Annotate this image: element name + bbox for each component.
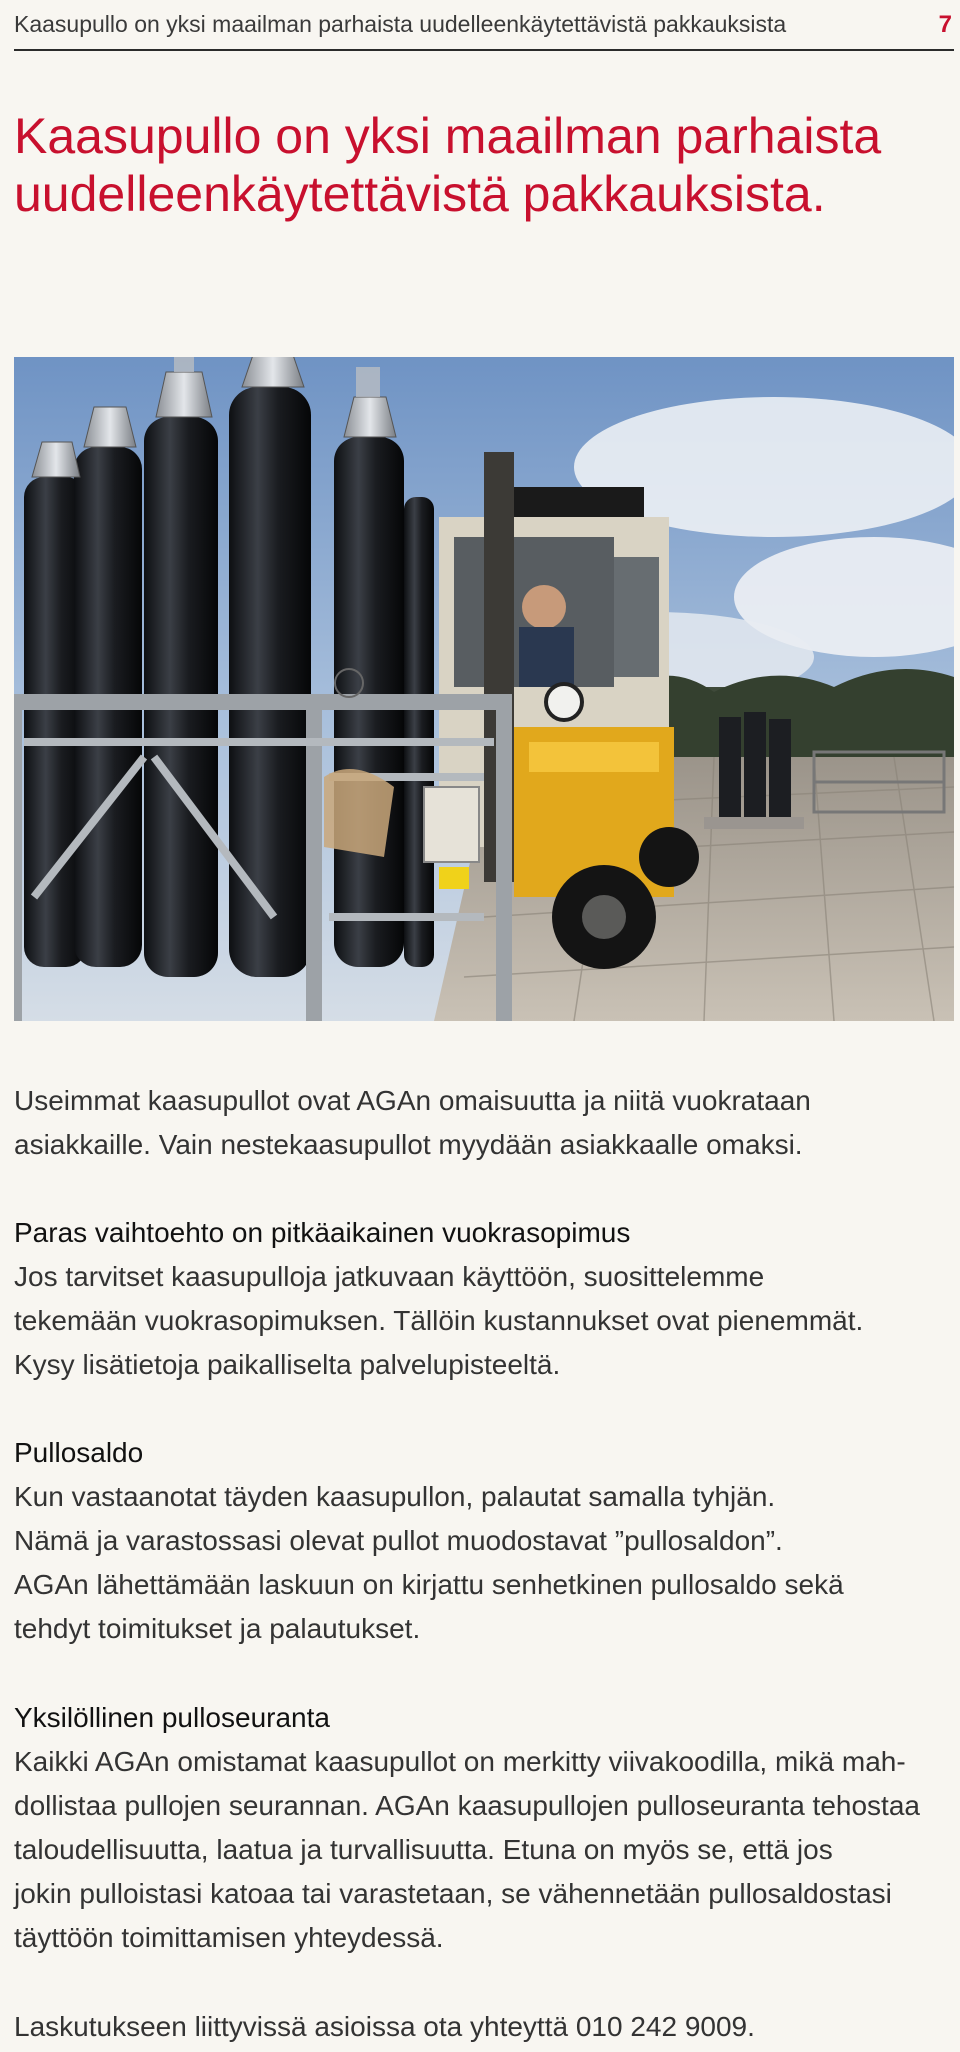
page-number: 7 <box>938 10 952 38</box>
section-line: täyttöön toimittamisen yhteydessä. <box>14 1922 444 1953</box>
section-line: AGAn lähettämään laskuun on kirjattu senhetkinen pullosaldo sekä <box>14 1569 844 1600</box>
section-line: taloudellisuutta, laatua ja turvallisuutta. Etuna on myös se, että jos <box>14 1834 833 1865</box>
section-line: dollistaa pullojen seurannan. AGAn kaasupullojen pulloseuranta tehostaa <box>14 1790 920 1821</box>
running-title: Kaasupullo on yksi maailman parhaista uudelleenkäytettävistä pakkauksista <box>14 11 787 37</box>
section-line: Nämä ja varastossasi olevat pullot muodostavat ”pullosaldon”. <box>14 1525 783 1556</box>
section-line: tekemään vuokrasopimuksen. Tällöin kustannukset ovat pienemmät. <box>14 1305 864 1336</box>
section-line: Jos tarvitset kaasupulloja jatkuvaan käyttöön, suosittelemme <box>14 1261 765 1292</box>
intro-line-1: Useimmat kaasupullot ovat AGAn omaisuutta ja niitä vuokrataan <box>14 1085 811 1116</box>
running-header <box>14 0 954 51</box>
section-line: tehdyt toimitukset ja palautukset. <box>14 1613 421 1644</box>
billing-contact-text: Laskutukseen liittyvissä asioissa ota yhteyttä 010 242 9009. <box>14 2011 755 2042</box>
section-line: Kaikki AGAn omistamat kaasupullot on merkitty viivakoodilla, mikä mah- <box>14 1746 906 1777</box>
forklift-photo <box>14 357 954 1021</box>
page-title-line-1: Kaasupullo on yksi maailman parhaista <box>14 108 882 164</box>
page <box>14 0 954 2042</box>
billing-contact-note <box>14 2005 954 2049</box>
intro-line-2: asiakkaille. Vain nestekaasupullot myydään asiakkaalle omaksi. <box>14 1129 803 1160</box>
section-long-term-rental <box>14 1211 954 1387</box>
intro-paragraph <box>14 1079 954 1167</box>
section-heading: Pullosaldo <box>14 1437 144 1468</box>
section-line: jokin pulloistasi katoaa tai varastetaan, se vähennetään pullosaldostasi <box>14 1878 892 1909</box>
page-title <box>14 107 954 223</box>
section-line: Kysy lisätietoja paikalliselta palvelupisteeltä. <box>14 1349 561 1380</box>
section-cylinder-tracking <box>14 1696 954 1960</box>
section-heading: Yksilöllinen pulloseuranta <box>14 1702 330 1733</box>
page-title-line-2: uudelleenkäytettävistä pakkauksista. <box>14 166 826 222</box>
section-cylinder-balance <box>14 1431 954 1651</box>
section-line: Kun vastaanotat täyden kaasupullon, palautat samalla tyhjän. <box>14 1481 776 1512</box>
section-heading: Paras vaihtoehto on pitkäaikainen vuokrasopimus <box>14 1217 631 1248</box>
